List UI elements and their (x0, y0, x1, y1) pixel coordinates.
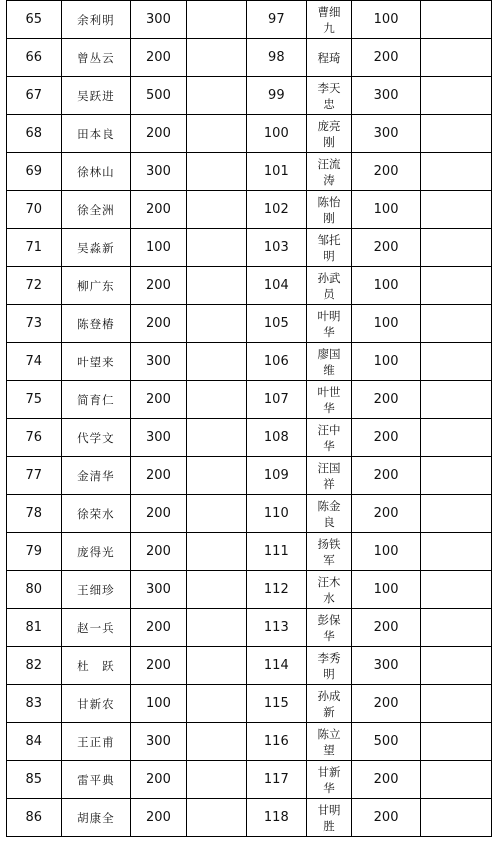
table-row (7, 533, 492, 571)
name-right: 甘新华 (306, 761, 352, 799)
blank-cell-right (420, 77, 491, 115)
row-number-left: 71 (7, 229, 62, 267)
name-left: 叶望来 (61, 343, 131, 381)
name-left: 王正甫 (61, 723, 131, 761)
blank-cell-left (186, 457, 246, 495)
row-number-left: 70 (7, 191, 62, 229)
amount-right: 200 (352, 419, 420, 457)
blank-cell-left (186, 685, 246, 723)
table-row (7, 799, 492, 837)
row-number-left: 77 (7, 457, 62, 495)
blank-cell-left (186, 799, 246, 837)
blank-cell-right (420, 115, 491, 153)
row-number-left: 65 (7, 1, 62, 39)
blank-cell-right (420, 799, 491, 837)
blank-cell-right (420, 723, 491, 761)
amount-right: 100 (352, 571, 420, 609)
name-right: 甘明胜 (306, 799, 352, 837)
table-row (7, 571, 492, 609)
name-right: 汪流涛 (306, 153, 352, 191)
amount-right: 100 (352, 1, 420, 39)
row-number-left: 68 (7, 115, 62, 153)
row-number-left: 75 (7, 381, 62, 419)
blank-cell-right (420, 305, 491, 343)
row-number-right: 104 (247, 267, 307, 305)
table-row (7, 419, 492, 457)
row-number-right: 108 (247, 419, 307, 457)
blank-cell-right (420, 1, 491, 39)
name-right: 陈金良 (306, 495, 352, 533)
name-right: 曹细九 (306, 1, 352, 39)
name-left: 简育仁 (61, 381, 131, 419)
table-row (7, 267, 492, 305)
table-row (7, 761, 492, 799)
table-row (7, 495, 492, 533)
name-left: 庞得光 (61, 533, 131, 571)
table-row (7, 1, 492, 39)
name-right: 陈立望 (306, 723, 352, 761)
amount-left: 200 (131, 647, 187, 685)
name-left: 雷平典 (61, 761, 131, 799)
name-left: 王细珍 (61, 571, 131, 609)
row-number-right: 97 (247, 1, 307, 39)
donation-table (6, 0, 492, 837)
amount-left: 200 (131, 39, 187, 77)
amount-right: 200 (352, 153, 420, 191)
row-number-left: 72 (7, 267, 62, 305)
amount-left: 300 (131, 1, 187, 39)
row-number-left: 73 (7, 305, 62, 343)
table-row (7, 685, 492, 723)
blank-cell-left (186, 381, 246, 419)
row-number-right: 118 (247, 799, 307, 837)
name-left: 曾丛云 (61, 39, 131, 77)
name-right: 汪中华 (306, 419, 352, 457)
row-number-left: 79 (7, 533, 62, 571)
amount-left: 200 (131, 533, 187, 571)
name-right: 陈怡刚 (306, 191, 352, 229)
table-row (7, 305, 492, 343)
blank-cell-left (186, 191, 246, 229)
row-number-left: 81 (7, 609, 62, 647)
name-right: 扬铁军 (306, 533, 352, 571)
blank-cell-right (420, 229, 491, 267)
row-number-right: 111 (247, 533, 307, 571)
name-right: 李天忠 (306, 77, 352, 115)
blank-cell-right (420, 647, 491, 685)
blank-cell-left (186, 115, 246, 153)
blank-cell-right (420, 457, 491, 495)
amount-left: 200 (131, 457, 187, 495)
name-right: 汪木水 (306, 571, 352, 609)
amount-right: 100 (352, 343, 420, 381)
row-number-left: 84 (7, 723, 62, 761)
amount-right: 200 (352, 495, 420, 533)
amount-right: 500 (352, 723, 420, 761)
name-right: 孙武员 (306, 267, 352, 305)
blank-cell-right (420, 609, 491, 647)
name-right: 叶世华 (306, 381, 352, 419)
blank-cell-right (420, 381, 491, 419)
row-number-right: 107 (247, 381, 307, 419)
row-number-left: 67 (7, 77, 62, 115)
blank-cell-left (186, 1, 246, 39)
amount-right: 200 (352, 799, 420, 837)
blank-cell-right (420, 419, 491, 457)
name-right: 叶明华 (306, 305, 352, 343)
row-number-left: 80 (7, 571, 62, 609)
name-left: 吴淼新 (61, 229, 131, 267)
blank-cell-left (186, 39, 246, 77)
row-number-right: 103 (247, 229, 307, 267)
name-right: 汪国祥 (306, 457, 352, 495)
name-left: 吴跃进 (61, 77, 131, 115)
row-number-right: 113 (247, 609, 307, 647)
row-number-right: 110 (247, 495, 307, 533)
row-number-left: 82 (7, 647, 62, 685)
amount-left: 300 (131, 343, 187, 381)
amount-right: 100 (352, 305, 420, 343)
name-left: 徐林山 (61, 153, 131, 191)
blank-cell-left (186, 267, 246, 305)
row-number-right: 100 (247, 115, 307, 153)
table-row (7, 381, 492, 419)
table-row (7, 153, 492, 191)
name-right: 李秀明 (306, 647, 352, 685)
amount-right: 300 (352, 77, 420, 115)
amount-right: 200 (352, 39, 420, 77)
table-row (7, 647, 492, 685)
row-number-right: 101 (247, 153, 307, 191)
name-left: 徐荣水 (61, 495, 131, 533)
blank-cell-right (420, 571, 491, 609)
amount-right: 200 (352, 609, 420, 647)
blank-cell-left (186, 571, 246, 609)
blank-cell-left (186, 419, 246, 457)
table-row (7, 39, 492, 77)
name-left: 金清华 (61, 457, 131, 495)
row-number-right: 112 (247, 571, 307, 609)
row-number-left: 69 (7, 153, 62, 191)
name-left: 徐全洲 (61, 191, 131, 229)
amount-left: 200 (131, 495, 187, 533)
table-row (7, 457, 492, 495)
amount-right: 200 (352, 229, 420, 267)
row-number-left: 85 (7, 761, 62, 799)
amount-right: 100 (352, 267, 420, 305)
row-number-left: 76 (7, 419, 62, 457)
table-row (7, 723, 492, 761)
name-left: 代学文 (61, 419, 131, 457)
amount-left: 100 (131, 229, 187, 267)
amount-right: 100 (352, 191, 420, 229)
blank-cell-left (186, 761, 246, 799)
row-number-right: 99 (247, 77, 307, 115)
amount-right: 200 (352, 685, 420, 723)
name-left: 田本良 (61, 115, 131, 153)
row-number-right: 105 (247, 305, 307, 343)
name-left: 余利明 (61, 1, 131, 39)
amount-left: 300 (131, 571, 187, 609)
blank-cell-left (186, 153, 246, 191)
row-number-right: 115 (247, 685, 307, 723)
row-number-right: 106 (247, 343, 307, 381)
blank-cell-left (186, 495, 246, 533)
amount-right: 200 (352, 381, 420, 419)
blank-cell-left (186, 305, 246, 343)
blank-cell-right (420, 495, 491, 533)
blank-cell-left (186, 533, 246, 571)
row-number-left: 66 (7, 39, 62, 77)
row-number-right: 116 (247, 723, 307, 761)
name-right: 邹托明 (306, 229, 352, 267)
row-number-right: 102 (247, 191, 307, 229)
name-right: 廖国维 (306, 343, 352, 381)
amount-left: 200 (131, 191, 187, 229)
table-row (7, 229, 492, 267)
amount-left: 300 (131, 723, 187, 761)
amount-left: 200 (131, 761, 187, 799)
blank-cell-right (420, 761, 491, 799)
table-row (7, 191, 492, 229)
row-number-left: 86 (7, 799, 62, 837)
name-left: 陈登椿 (61, 305, 131, 343)
name-left: 杜 跃 (61, 647, 131, 685)
blank-cell-left (186, 647, 246, 685)
amount-left: 200 (131, 305, 187, 343)
row-number-right: 109 (247, 457, 307, 495)
amount-left: 100 (131, 685, 187, 723)
name-right: 庞亮刚 (306, 115, 352, 153)
blank-cell-right (420, 533, 491, 571)
row-number-left: 74 (7, 343, 62, 381)
blank-cell-right (420, 191, 491, 229)
amount-right: 200 (352, 761, 420, 799)
amount-right: 300 (352, 115, 420, 153)
amount-left: 500 (131, 77, 187, 115)
amount-left: 200 (131, 609, 187, 647)
amount-left: 300 (131, 153, 187, 191)
blank-cell-right (420, 685, 491, 723)
row-number-left: 78 (7, 495, 62, 533)
amount-left: 200 (131, 799, 187, 837)
name-left: 柳广东 (61, 267, 131, 305)
name-right: 彭保华 (306, 609, 352, 647)
row-number-right: 117 (247, 761, 307, 799)
row-number-right: 98 (247, 39, 307, 77)
table-row (7, 77, 492, 115)
amount-right: 200 (352, 457, 420, 495)
name-left: 甘新农 (61, 685, 131, 723)
amount-left: 300 (131, 419, 187, 457)
blank-cell-left (186, 609, 246, 647)
name-left: 胡康全 (61, 799, 131, 837)
table-body (7, 1, 492, 837)
row-number-right: 114 (247, 647, 307, 685)
name-left: 赵一兵 (61, 609, 131, 647)
amount-right: 300 (352, 647, 420, 685)
table-row (7, 115, 492, 153)
blank-cell-left (186, 723, 246, 761)
name-right: 程琦 (306, 39, 352, 77)
blank-cell-left (186, 343, 246, 381)
table-row (7, 609, 492, 647)
blank-cell-right (420, 343, 491, 381)
amount-left: 200 (131, 381, 187, 419)
amount-left: 200 (131, 115, 187, 153)
blank-cell-right (420, 267, 491, 305)
amount-left: 200 (131, 267, 187, 305)
blank-cell-right (420, 39, 491, 77)
blank-cell-left (186, 77, 246, 115)
blank-cell-left (186, 229, 246, 267)
blank-cell-right (420, 153, 491, 191)
table-row (7, 343, 492, 381)
row-number-left: 83 (7, 685, 62, 723)
amount-right: 100 (352, 533, 420, 571)
name-right: 孙成新 (306, 685, 352, 723)
